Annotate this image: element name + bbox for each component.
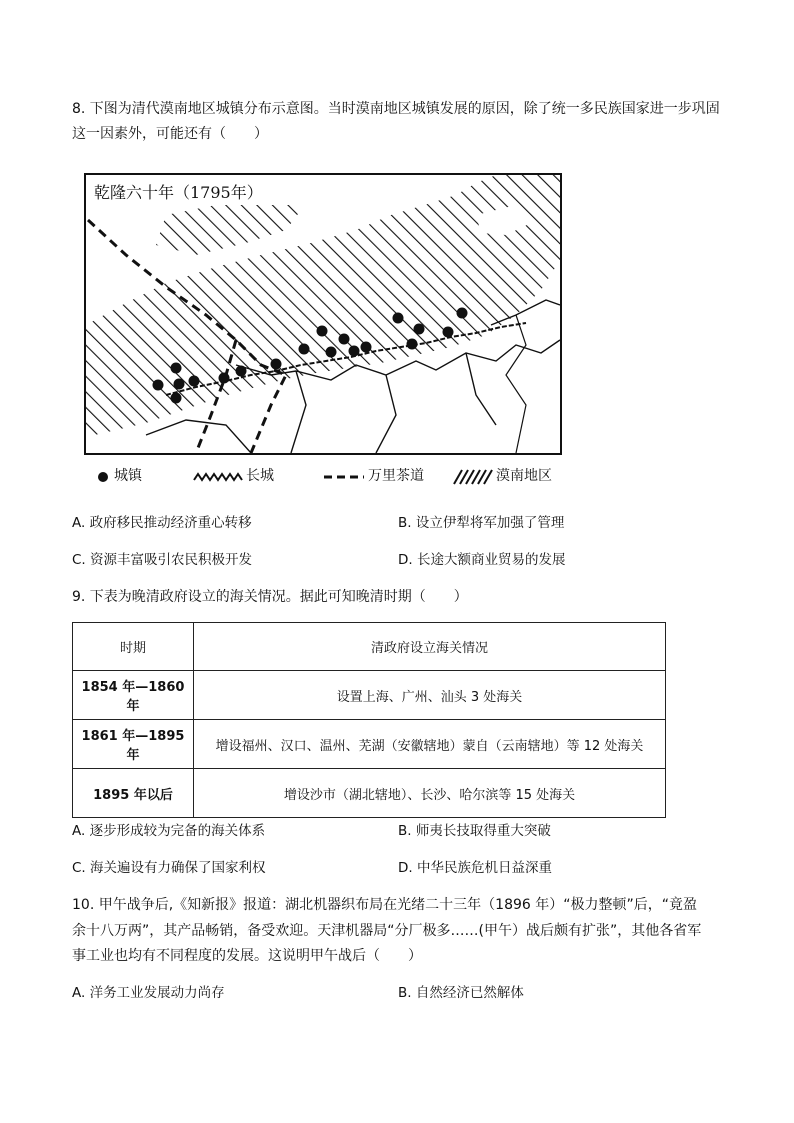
town-dot [236,366,247,377]
town-dot [457,308,468,319]
table-header-period: 时期 [73,623,194,671]
town-dot [407,339,418,350]
town-dot [339,334,350,345]
question-9-stem: 9. 下表为晚清政府设立的海关情况。据此可知晚清时期（ ） [72,589,468,605]
table-cell-customs: 设置上海、广州、汕头 3 处海关 [194,671,666,720]
map-title: 乾隆六十年（1795年） [94,183,263,202]
legend-region-hatch [454,470,492,484]
town-dot [414,324,425,335]
map-figure [86,175,560,453]
q9-option-a[interactable]: A. 逐步形成较为完备的海关体系 [72,823,266,839]
town-dot [393,313,404,324]
town-dot [361,342,372,353]
table-row [73,769,666,818]
q9-option-d[interactable]: D. 中华民族危机日益深重 [398,860,552,876]
qing-monan-map [84,173,562,455]
table-cell-period: 1854 年—1860 年 [73,671,194,720]
q8-option-c[interactable]: C. 资源丰富吸引农民积极开发 [72,552,253,568]
town-dot [153,380,164,391]
town-dot [299,344,310,355]
town-dot [174,379,185,390]
legend-region-label: 漠南地区 [496,468,552,484]
legend-wall-label: 长城 [246,468,274,484]
map-legend [96,466,576,488]
question-10-stem-line2: 余十八万两”，其产品畅销，备受欢迎。天津机器局“分厂极多……(甲午）战后颇有扩张”，其他各省军 [72,923,702,939]
q8-option-a[interactable]: A. 政府移民推动经济重心转移 [72,515,252,531]
legend-wall-line [194,474,242,480]
legend-town-label: 城镇 [114,468,142,484]
table-cell-customs: 增设福州、汉口、温州、芜湖（安徽辖地）蒙自（云南辖地）等 12 处海关 [194,720,666,769]
q10-option-b[interactable]: B. 自然经济已然解体 [398,985,524,1001]
map-northwest-hatch [156,197,301,255]
table-cell-period: 1861 年—1895 年 [73,720,194,769]
town-dot [349,346,360,357]
town-dot [171,393,182,404]
q9-option-c[interactable]: C. 海关遍设有力确保了国家利权 [72,860,266,876]
table-cell-customs: 增设沙市（湖北辖地）、长沙、哈尔滨等 15 处海关 [194,769,666,818]
q10-option-a[interactable]: A. 洋务工业发展动力尚存 [72,985,225,1001]
legend-town-dot [98,472,108,482]
table-header-customs: 清政府设立海关情况 [194,623,666,671]
table-header-row [73,623,666,671]
town-dot [317,326,328,337]
q8-option-d[interactable]: D. 长途大额商业贸易的发展 [398,552,566,568]
town-dot [271,359,282,370]
town-dot [189,376,200,387]
q8-option-b[interactable]: B. 设立伊犁将军加强了管理 [398,515,565,531]
customs-table [72,622,666,818]
question-10-stem-line1: 10. 甲午战争后,《知新报》报道：湖北机器织布局在光绪二十三年（1896 年）“极力整顿”后，“竟盈 [72,897,698,913]
q9-option-b[interactable]: B. 师夷长技取得重大突破 [398,823,551,839]
question-10-stem-line3: 事工业也均有不同程度的发展。这说明甲午战后（ ） [72,948,422,964]
question-8-stem-line1: 8. 下图为清代漠南地区城镇分布示意图。当时漠南地区城镇发展的原因，除了统一多民族国家进一步巩固 [72,101,720,117]
town-dot [219,373,230,384]
legend-tea-road-label: 万里茶道 [368,468,424,484]
town-dot [443,327,454,338]
table-row [73,720,666,769]
question-8-stem-line2: 这一因素外，可能还有（ ） [72,126,268,142]
table-row [73,671,666,720]
table-cell-period: 1895 年以后 [73,769,194,818]
town-dot [326,347,337,358]
town-dot [171,363,182,374]
